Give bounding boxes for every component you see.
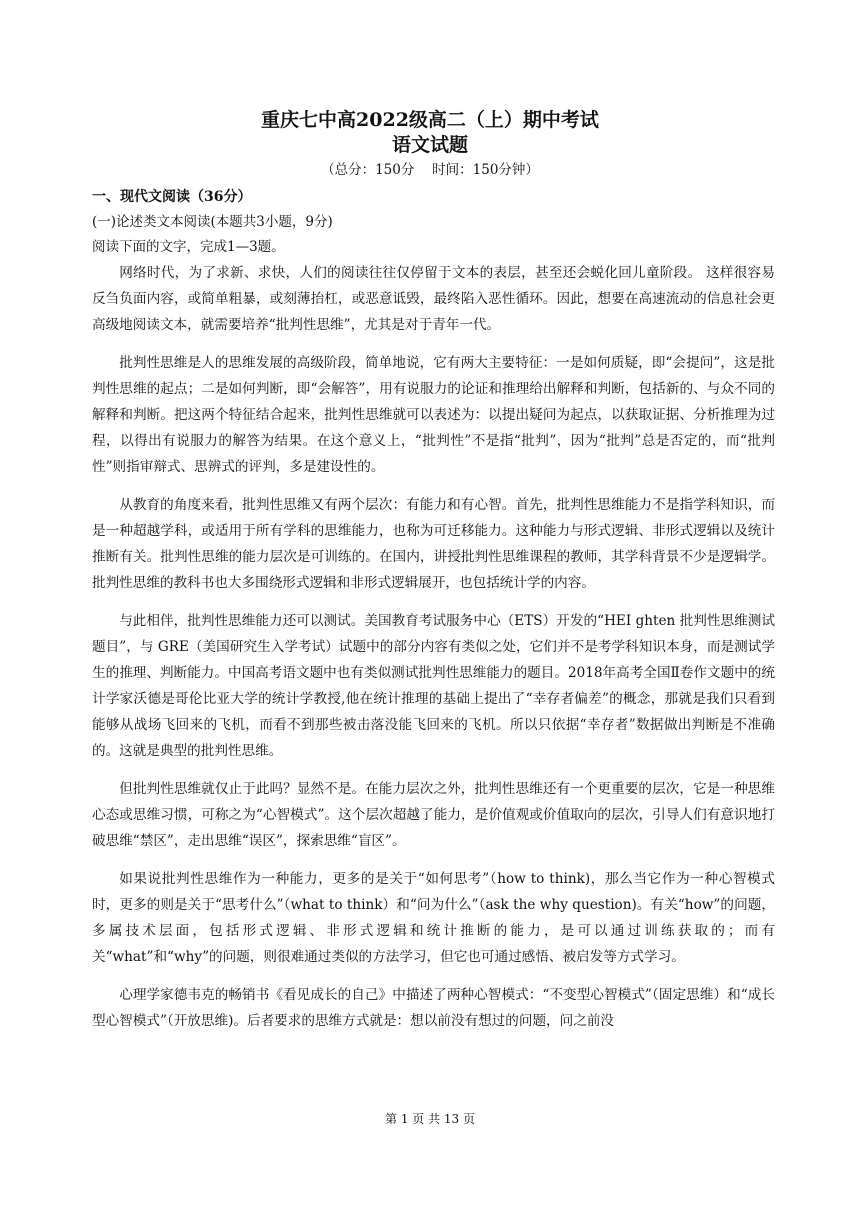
- paragraph-1: 网络时代，为了求新、求快，人们的阅读往往仅停留于文本的表层，甚至还会蜕化回儿童阶段。 这样很容易反刍负面内容，或简单粗暴，或刻薄抬杠，或恶意诋毁，最终陷入恶性循环。因此，想要在高速流动的信息社会更高级地阅读文本，就需要培养“批判性思维”，尤其是对于青年一代。: [92, 265, 775, 333]
- document-body: [92, 185, 775, 1046]
- paragraph-3: 从教育的角度来看，批判性思维又有两个层次：有能力和有心智。首先，批判性思维能力不是指学科知识，而是一种超越学科，或适用于所有学科的思维能力，也称为可迁移能力。这种能力与形式逻辑、非形式逻辑以及统计推断有关。批判性思维的能力层次是可训练的。在国内，讲授批判性思维课程的教师，其学科背景不少是逻辑学。批判性思维的教科书也大多围绕形式逻辑和非形式逻辑展开，也包括统计学的内容。: [92, 497, 775, 591]
- paragraph-6: 如果说批判性思维作为一种能力，更多的是关于“如何思考”（how to think)，那么当它作为一种心智模式时，更多的则是关于“思考什么”（what to think）和“问为什么”（ask the why question)。有关“how”的问题，多属技术层面，包括形式逻辑、非形式逻辑和统计推断的能力，是可以通过训练获取的；而有关“what”和“why”的问题，则很难通过类似的方法学习，但它也可通过感悟、被启发等方式学习。: [92, 871, 775, 965]
- exam-subject-title: 语文试题: [391, 134, 468, 156]
- paragraph-4: 与此相伴，批判性思维能力还可以测试。美国教育考试服务中心（ETS）开发的“HEI ghten 批判性思维测试题目”，与 GRE（美国研究生入学考试）试题中的部分内容有类似之处，它们并不是考学科知识本身，而是测试学生的推理、判断能力。中国高考语文题中也有类似测试批判性思维能力的题目。2018年高考全国Ⅱ卷作文题中的统计学家沃德是哥伦比亚大学的统计学教授,他在统计推理的基础上提出了“幸存者偏差”的概念，那就是我们只看到能够从战场飞回来的飞机，而看不到那些被击落没能飞回来的飞机。所以只依据“幸存者”数据做出判断是不准确的。这就是典型的批判性思维。: [92, 613, 775, 759]
- subsection-heading: (一)论述类文本阅读(本题共3小题，9分): [92, 214, 333, 230]
- reading-instruction: 阅读下面的文字，完成1—3题。: [92, 239, 285, 255]
- paragraph-2: 批判性思维是人的思维发展的高级阶段，简单地说，它有两大主要特征：一是如何质疑，即“会提问”，这是批判性思维的起点；二是如何判断，即“会解答”，用有说服力的论证和推理给出解释和判断，包括新的、与众不同的解释和判断。把这两个特征结合起来，批判性思维就可以表述为：以提出疑问为起点，以获取证据、分析推理为过程，以得出有说服力的解答为结果。在这个意义上，“批判性”不是指“批判”，因为“批判”总是否定的，而“批判性”则指审辩式、思辨式的评判，多是建设性的。: [92, 355, 775, 475]
- exam-title: 重庆七中高2022级高二（上）期中考试: [261, 109, 599, 131]
- paragraph-5: 但批判性思维就仅止于此吗？显然不是。在能力层次之外，批判性思维还有一个更重要的层次，它是一种思维心态或思维习惯，可称之为“心智模式”。这个层次超越了能力，是价值观或价值取向的层次，引导人们有意识地打破思维“禁区”，走出思维“误区”，探索思维“盲区”。: [92, 781, 775, 849]
- page-footer: 第 1 页 共 13 页: [385, 1112, 475, 1126]
- exam-score-time: （总分：150分 时间：150分钟）: [321, 162, 539, 178]
- paragraph-7: 心理学家德韦克的畅销书《看见成长的自己》中描述了两种心智模式：“不变型心智模式”（固定思维）和“成长型心智模式”（开放思维)。后者要求的思维方式就是：想以前没有想过的问题，问之前没: [92, 987, 775, 1029]
- section-heading: 一、现代文阅读（36分）: [92, 189, 252, 205]
